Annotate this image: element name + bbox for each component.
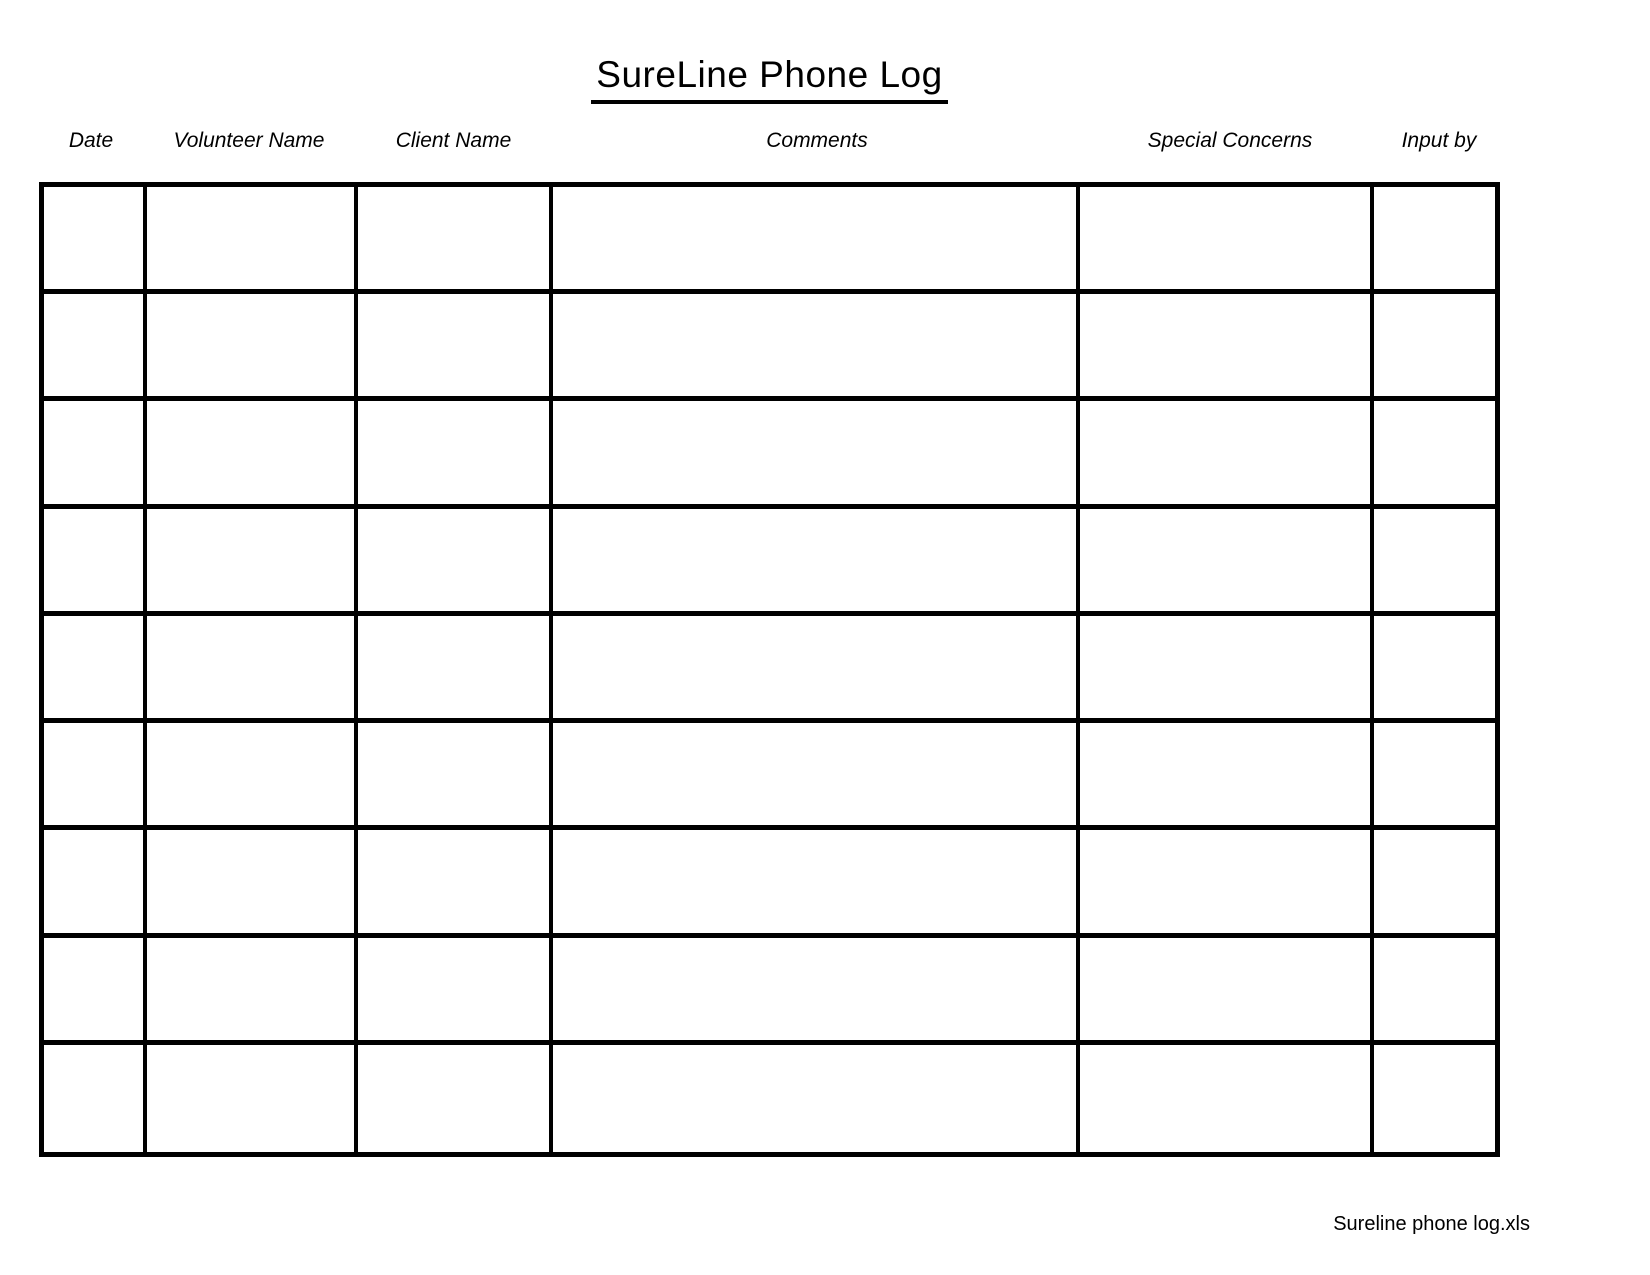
cell-row1-volunteer-name — [147, 187, 358, 294]
phone-log-table — [39, 182, 1500, 1157]
cell-row1-date — [44, 187, 147, 294]
cell-row1-client-name — [358, 187, 554, 294]
cell-row7-special-concerns — [1080, 830, 1374, 937]
cell-row2-input-by — [1374, 294, 1495, 401]
cell-row4-client-name — [358, 509, 554, 616]
cell-row9-input-by — [1374, 1045, 1495, 1152]
cell-row6-special-concerns — [1080, 723, 1374, 830]
cell-row5-client-name — [358, 616, 554, 723]
cell-row8-input-by — [1374, 938, 1495, 1045]
cell-row7-date — [44, 830, 147, 937]
cell-row9-volunteer-name — [147, 1045, 358, 1152]
cell-row4-special-concerns — [1080, 509, 1374, 616]
column-header-date: Date — [68, 129, 114, 152]
cell-row4-volunteer-name — [147, 509, 358, 616]
cell-row4-date — [44, 509, 147, 616]
cell-row8-volunteer-name — [147, 938, 358, 1045]
cell-row6-comments — [553, 723, 1079, 830]
column-header-input-by: Input by — [1401, 129, 1477, 152]
cell-row6-volunteer-name — [147, 723, 358, 830]
cell-row9-comments — [553, 1045, 1079, 1152]
cell-row1-special-concerns — [1080, 187, 1374, 294]
cell-row2-date — [44, 294, 147, 401]
cell-row2-special-concerns — [1080, 294, 1374, 401]
cell-row1-comments — [553, 187, 1079, 294]
cell-row3-volunteer-name — [147, 401, 358, 508]
cell-row7-volunteer-name — [147, 830, 358, 937]
cell-row4-input-by — [1374, 509, 1495, 616]
cell-row3-special-concerns — [1080, 401, 1374, 508]
cell-row5-special-concerns — [1080, 616, 1374, 723]
column-header-special-concerns: Special Concerns — [1147, 129, 1313, 152]
cell-row2-comments — [553, 294, 1079, 401]
cell-row9-special-concerns — [1080, 1045, 1374, 1152]
cell-row9-client-name — [358, 1045, 554, 1152]
column-header-comments: Comments — [766, 129, 868, 152]
title-area — [39, 54, 1500, 104]
cell-row7-client-name — [358, 830, 554, 937]
cell-row5-date — [44, 616, 147, 723]
cell-row3-client-name — [358, 401, 554, 508]
column-header-client-name: Client Name — [395, 129, 512, 152]
cell-row3-date — [44, 401, 147, 508]
cell-row5-input-by — [1374, 616, 1495, 723]
column-header-volunteer-name: Volunteer Name — [173, 129, 325, 152]
cell-row8-client-name — [358, 938, 554, 1045]
column-headers — [39, 128, 1500, 153]
page-title: SureLine Phone Log — [591, 54, 947, 104]
cell-row7-comments — [553, 830, 1079, 937]
cell-row3-input-by — [1374, 401, 1495, 508]
cell-row6-input-by — [1374, 723, 1495, 830]
cell-row9-date — [44, 1045, 147, 1152]
cell-row5-volunteer-name — [147, 616, 358, 723]
cell-row3-comments — [553, 401, 1079, 508]
cell-row4-comments — [553, 509, 1079, 616]
cell-row8-comments — [553, 938, 1079, 1045]
cell-row8-special-concerns — [1080, 938, 1374, 1045]
cell-row8-date — [44, 938, 147, 1045]
cell-row6-date — [44, 723, 147, 830]
cell-row6-client-name — [358, 723, 554, 830]
cell-row5-comments — [553, 616, 1079, 723]
cell-row7-input-by — [1374, 830, 1495, 937]
cell-row2-client-name — [358, 294, 554, 401]
footer-filename: Sureline phone log.xls — [1333, 1213, 1530, 1235]
cell-row2-volunteer-name — [147, 294, 358, 401]
cell-row1-input-by — [1374, 187, 1495, 294]
